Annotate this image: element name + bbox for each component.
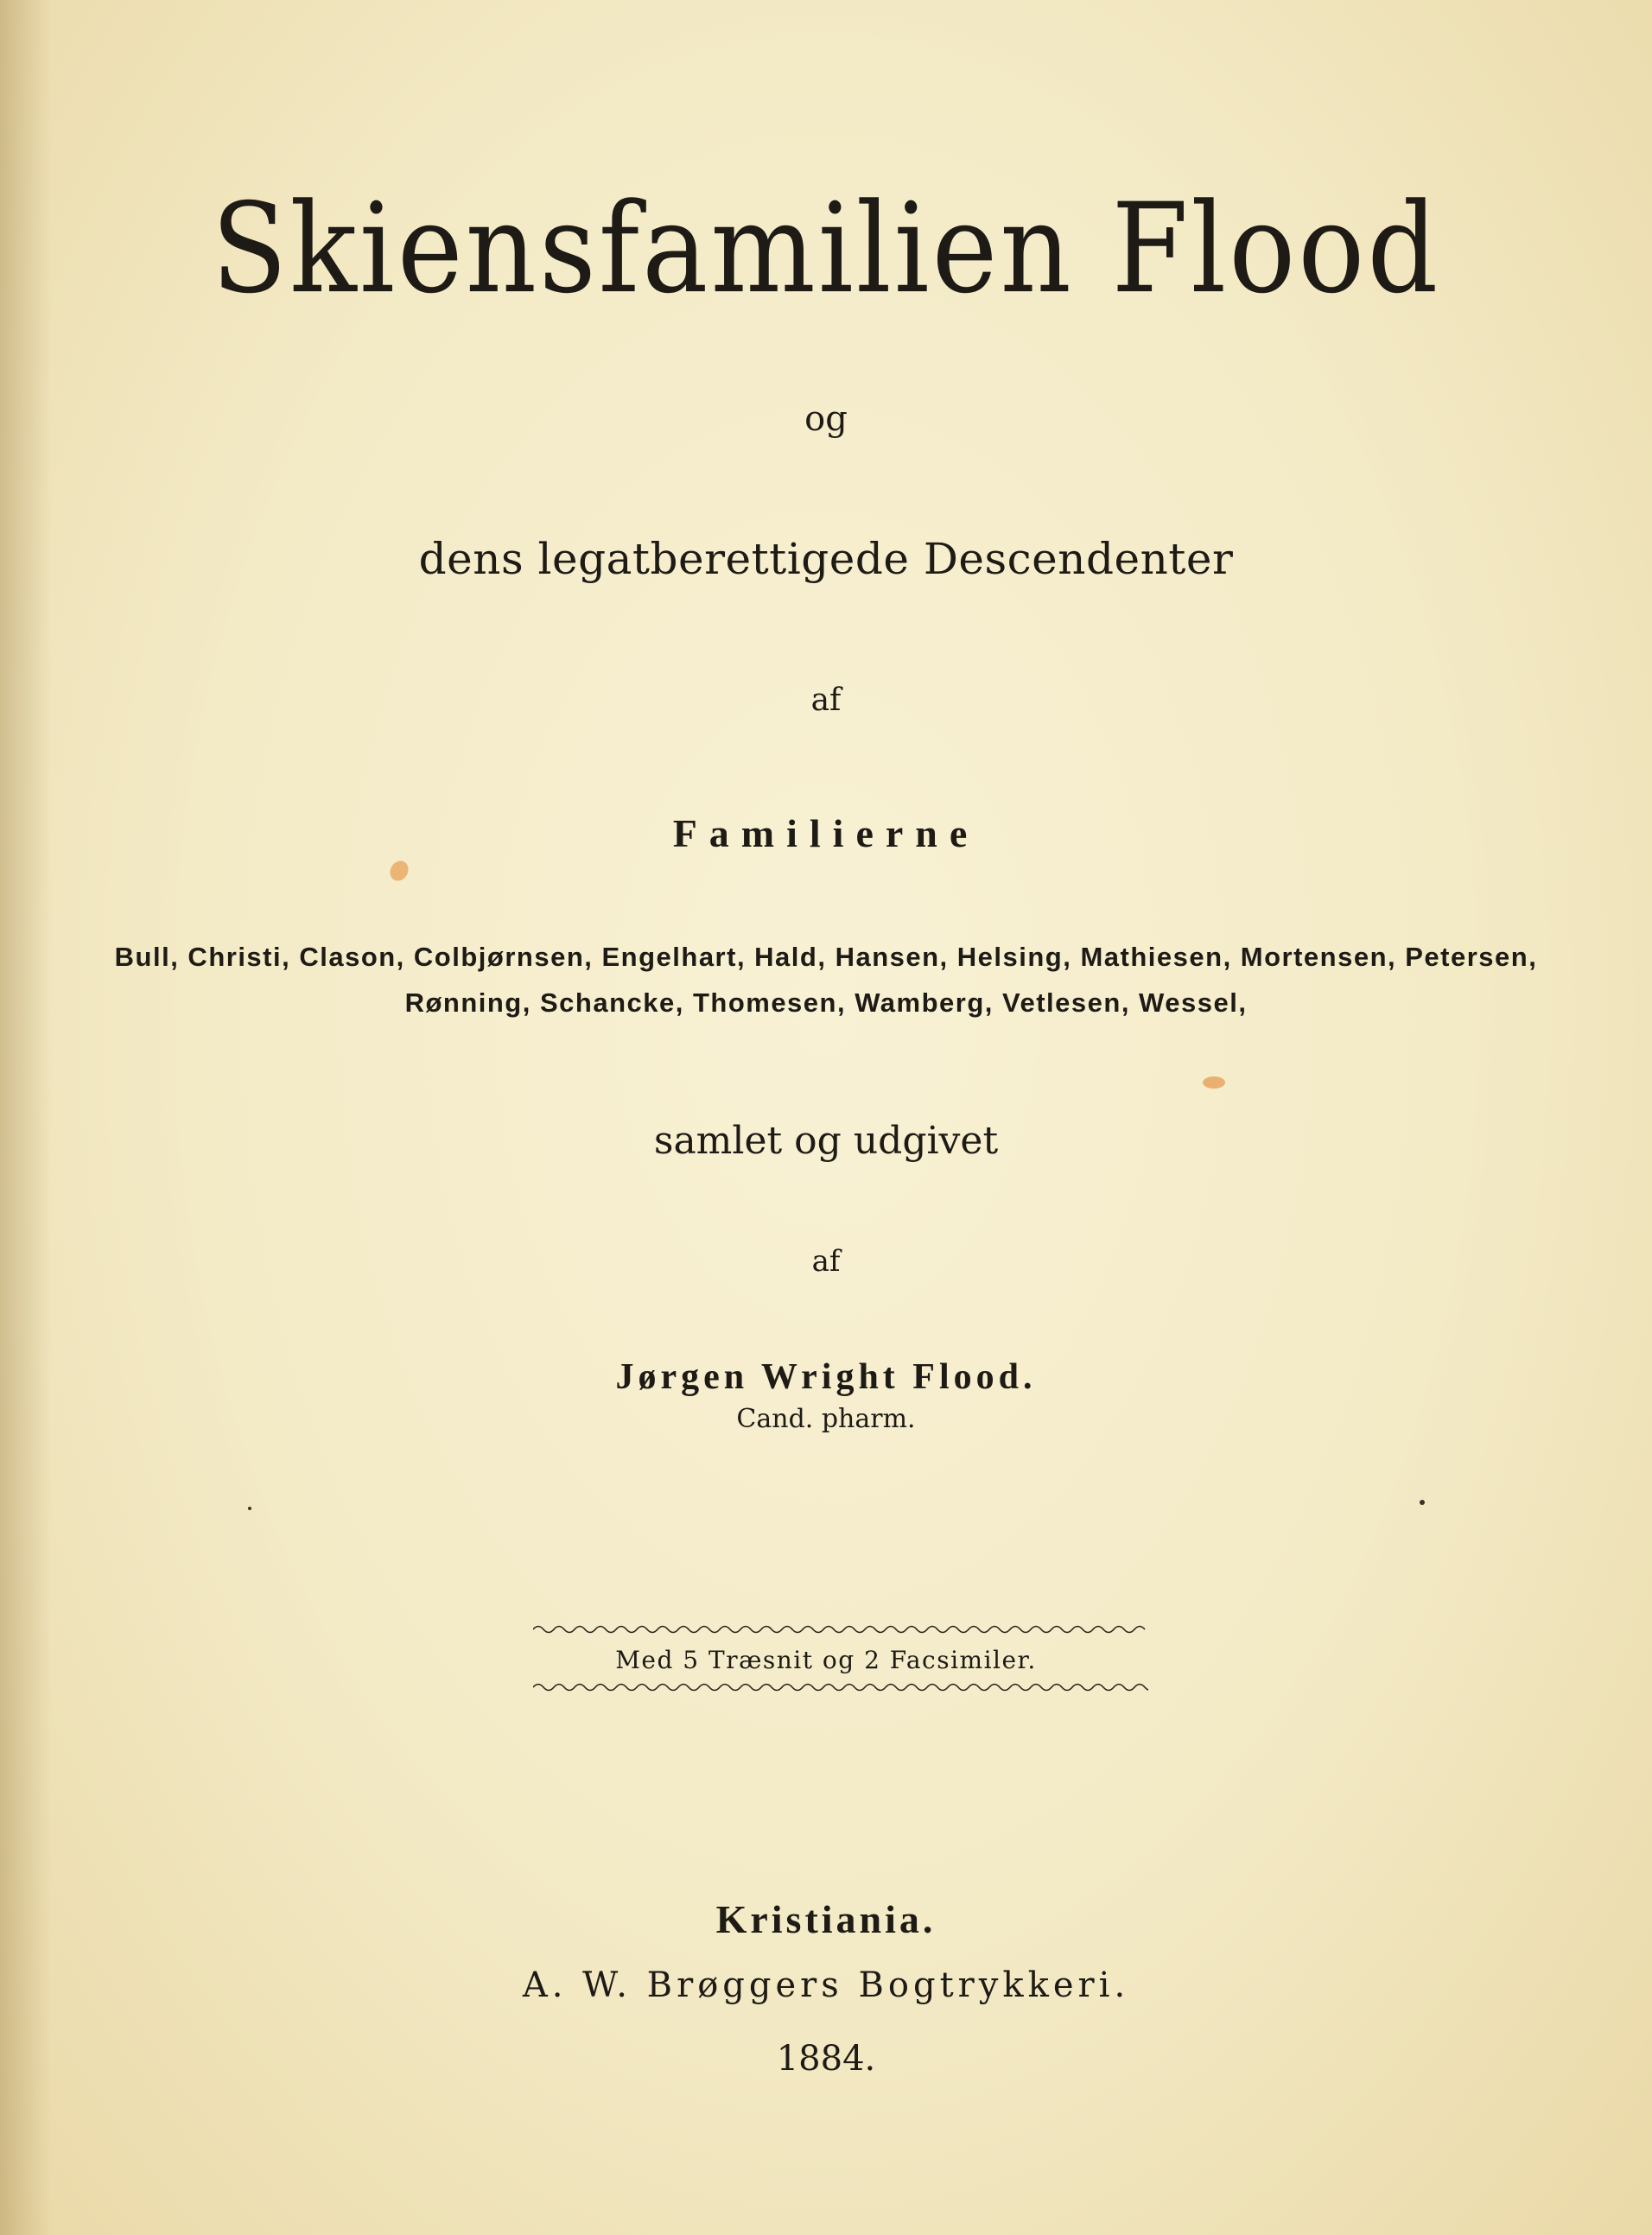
by-text: af — [810, 683, 842, 718]
paper-speck — [1420, 1500, 1425, 1505]
paper-speck — [248, 1507, 251, 1510]
by-text: af — [811, 1244, 841, 1279]
wavy-rule-top — [533, 1622, 1148, 1636]
book-subtitle: dens legatberettigede Descendenter — [418, 534, 1234, 584]
family-names-line-1: Bull, Christi, Clason, Colbjørnsen, Engelhart, Hald, Hansen, Helsing, Mathiesen, Mortensen, Petersen, — [114, 942, 1538, 972]
conjunction-text: og — [804, 399, 848, 439]
publication-year: 1884. — [776, 2039, 876, 2079]
family-names-line-2: Rønning, Schancke, Thomesen, Wamberg, Vetlesen, Wessel, — [404, 987, 1248, 1018]
paper-stain — [386, 858, 411, 885]
printer-name: A. W. Brøggers Bogtrykkeri. — [522, 1965, 1130, 2005]
compiled-text: samlet og udgivet — [653, 1119, 999, 1163]
wavy-rule-bottom — [533, 1680, 1148, 1694]
paper-stain — [1203, 1076, 1225, 1089]
illustrations-note: Med 5 Træsnit og 2 Facsimiler. — [615, 1646, 1037, 1674]
book-title: Skiensfamilien Flood — [211, 177, 1441, 321]
author-name: Jørgen Wright Flood. — [615, 1357, 1037, 1397]
families-label: Familierne — [672, 811, 980, 855]
author-degree: Cand. pharm. — [736, 1404, 916, 1434]
publication-city: Kristiania. — [715, 1897, 937, 1941]
